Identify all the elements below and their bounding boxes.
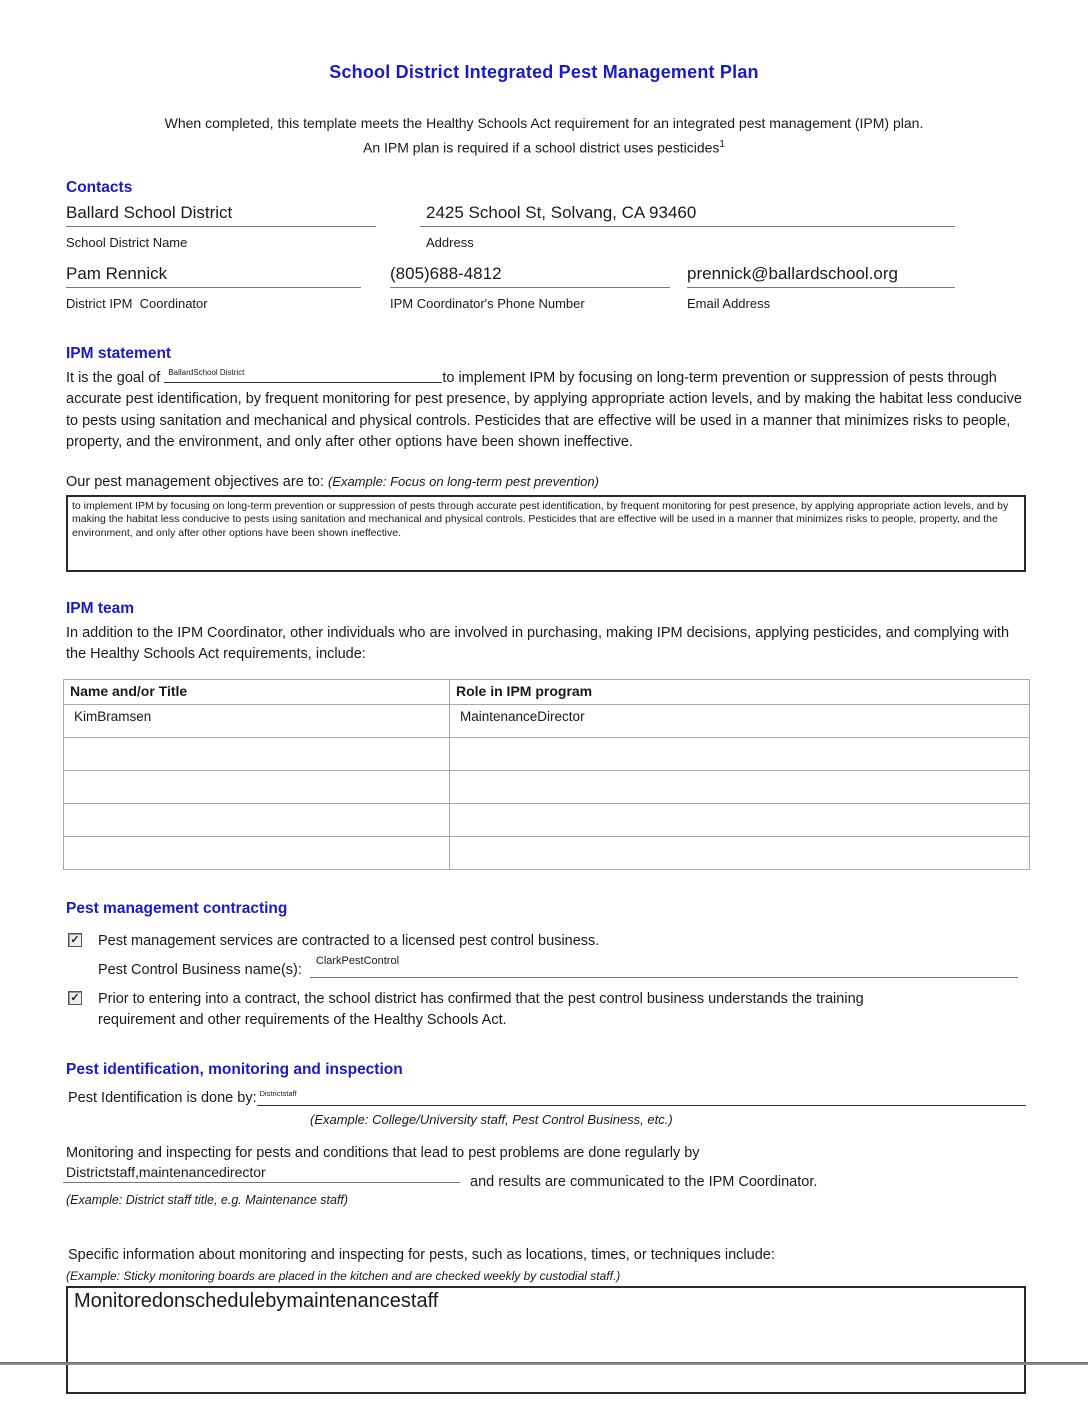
- identification-heading: Pest identification, monitoring and inspection: [66, 1060, 403, 1078]
- done-by-example: (Example: College/University staff, Pest Control Business, etc.): [310, 1111, 673, 1127]
- table-header-role: Role in IPM program: [450, 679, 1030, 704]
- contracted-services-checkbox[interactable]: [68, 933, 82, 947]
- contacts-row-1: [66, 199, 1088, 250]
- table-cell-name[interactable]: [64, 836, 450, 869]
- table-cell-role[interactable]: MaintenanceDirector: [450, 704, 1030, 737]
- table-cell-name[interactable]: KimBramsen: [64, 704, 450, 737]
- intro-line-1: When completed, this template meets the Healthy Schools Act requirement for an integrated pest management (IPM) plan.: [164, 115, 924, 131]
- monitoring-suffix: and results are communicated to the IPM Coordinator.: [470, 1173, 818, 1190]
- contacts-row-2: [66, 260, 1088, 311]
- table-cell-role[interactable]: [450, 737, 1030, 770]
- checkmark-icon: ✓: [70, 933, 80, 946]
- checkmark-icon: ✓: [70, 991, 80, 1004]
- specific-info-example: (Example: Sticky monitoring boards are placed in the kitchen and are checked weekly by custodial staff.): [66, 1268, 621, 1283]
- address-value[interactable]: 2425 School St, Solvang, CA 93460: [426, 202, 697, 222]
- table-cell-role[interactable]: [450, 803, 1030, 836]
- contracted-services-row: [68, 931, 1030, 952]
- ipm-statement-paragraph: [66, 368, 1030, 454]
- ipm-coordinator-value[interactable]: Pam Rennick: [66, 263, 168, 283]
- ipm-team-table: [63, 679, 1030, 870]
- footnote-marker: 1: [719, 139, 725, 150]
- pest-identification-row: [68, 1087, 1026, 1106]
- table-cell-name[interactable]: [64, 803, 450, 836]
- district-name-blank[interactable]: [164, 368, 442, 383]
- business-name-row: [98, 954, 1018, 978]
- ipm-statement-heading: IPM statement: [66, 344, 172, 362]
- table-cell-role[interactable]: [450, 836, 1030, 869]
- monitoring-text: Monitoring and inspecting for pests and conditions that lead to pest problems are done regularly by: [66, 1144, 700, 1161]
- contracting-heading: Pest management contracting: [66, 899, 288, 917]
- table-row: [64, 803, 1030, 836]
- table-cell-name[interactable]: [64, 737, 450, 770]
- done-by-label: Pest Identification is done by:: [68, 1089, 257, 1106]
- done-by-value: Districtstaff: [259, 1088, 297, 1098]
- monitoring-example: (Example: District staff title, e.g. Maintenance staff): [66, 1192, 349, 1207]
- business-name-value: ClarkPestControl: [315, 954, 400, 967]
- table-cell-role[interactable]: [450, 770, 1030, 803]
- address-field[interactable]: [420, 199, 955, 250]
- email-label: Email Address: [687, 295, 771, 311]
- phone-field[interactable]: [390, 260, 670, 311]
- table-header-name: Name and/or Title: [64, 679, 450, 704]
- contract-confirmed-checkbox[interactable]: [68, 991, 82, 1005]
- school-district-name-field[interactable]: [66, 199, 376, 250]
- email-value[interactable]: prennick@ballardschool.org: [687, 263, 898, 283]
- specific-info-textbox[interactable]: Monitoredonschedulebymaintenancestaff: [66, 1286, 1026, 1394]
- contract-confirmed-label: Prior to entering into a contract, the school district has confirmed that the pest control business understands the training requirement and other requirements of the Healthy Schools Act.: [98, 990, 864, 1028]
- school-district-name-value[interactable]: Ballard School District: [66, 202, 233, 222]
- contract-confirmed-row: [68, 989, 1030, 1031]
- contracted-services-label: Pest management services are contracted to a licensed pest control business.: [98, 932, 600, 949]
- ipm-coordinator-field[interactable]: [66, 260, 361, 311]
- school-district-name-label: School District Name: [66, 234, 188, 250]
- goal-prefix: It is the goal of: [66, 369, 165, 386]
- table-cell-name[interactable]: [64, 770, 450, 803]
- ipm-team-heading: IPM team: [66, 599, 135, 617]
- done-by-blank[interactable]: [257, 1087, 1026, 1106]
- monitoring-fill-row: [63, 1163, 1030, 1190]
- table-row: [64, 836, 1030, 869]
- goal-suffix: to implement IPM by focusing on long-term prevention or suppression of pests through accurate pest identification, by frequent monitoring for pest presence, by applying appropriate action levels, and by making the habitat less conducive to pests using sanitation and mechanical and physical controls. Pesticides that are effective will be used in a manner that minimizes risks to people, property, and the environment, and only after other options have been shown ineffective.: [66, 369, 1022, 451]
- business-name-label: Pest Control Business name(s):: [98, 961, 302, 978]
- intro-line-2: An IPM plan is required if a school district uses pesticides$^1$: [363, 139, 725, 156]
- email-field[interactable]: [687, 260, 955, 311]
- ipm-coordinator-label: District IPM Coordinator: [66, 295, 208, 311]
- phone-label: IPM Coordinator's Phone Number: [390, 295, 585, 311]
- table-row: [64, 704, 1030, 737]
- table-row: [64, 770, 1030, 803]
- objectives-label: Our pest management objectives are to:: [66, 473, 328, 490]
- objectives-example: (Example: Focus on long-term pest prevention): [327, 473, 599, 489]
- district-name-fill-value: BallardSchool District: [168, 367, 245, 377]
- monitoring-blank[interactable]: [63, 1164, 460, 1183]
- page-title: School District Integrated Pest Management Plan: [329, 62, 759, 82]
- address-label: Address: [426, 234, 474, 250]
- ipm-team-description: In addition to the IPM Coordinator, other individuals who are involved in purchasing, making IPM decisions, applying pesticides, and complying with the Healthy Schools Act requirements, include:: [66, 624, 1010, 663]
- table-header-row: [64, 679, 1030, 704]
- business-name-blank[interactable]: [310, 954, 1018, 978]
- monitoring-value: Districtstaff,maintenancedirector: [66, 1163, 266, 1180]
- intro-text: [0, 113, 1088, 159]
- objectives-textbox[interactable]: to implement IPM by focusing on long-term prevention or suppression of pests through accurate pest identification, by frequent monitoring for pest presence, by applying appropriate action levels, and by making the habitat less conducive to pests using sanitation and mechanical and physical controls. Pesticides that are effective will be used in a manner that minimizes risks to people, property, and the environment, and only after other options have been shown ineffective.: [66, 495, 1026, 572]
- phone-value[interactable]: (805)688-4812: [390, 263, 502, 283]
- specific-info-label: Specific information about monitoring and inspecting for pests, such as locations, times, or techniques include:: [68, 1246, 775, 1263]
- contacts-heading: Contacts: [66, 178, 133, 196]
- objectives-line: [66, 474, 1030, 490]
- footnote-divider: [0, 1362, 1088, 1365]
- table-row: [64, 737, 1030, 770]
